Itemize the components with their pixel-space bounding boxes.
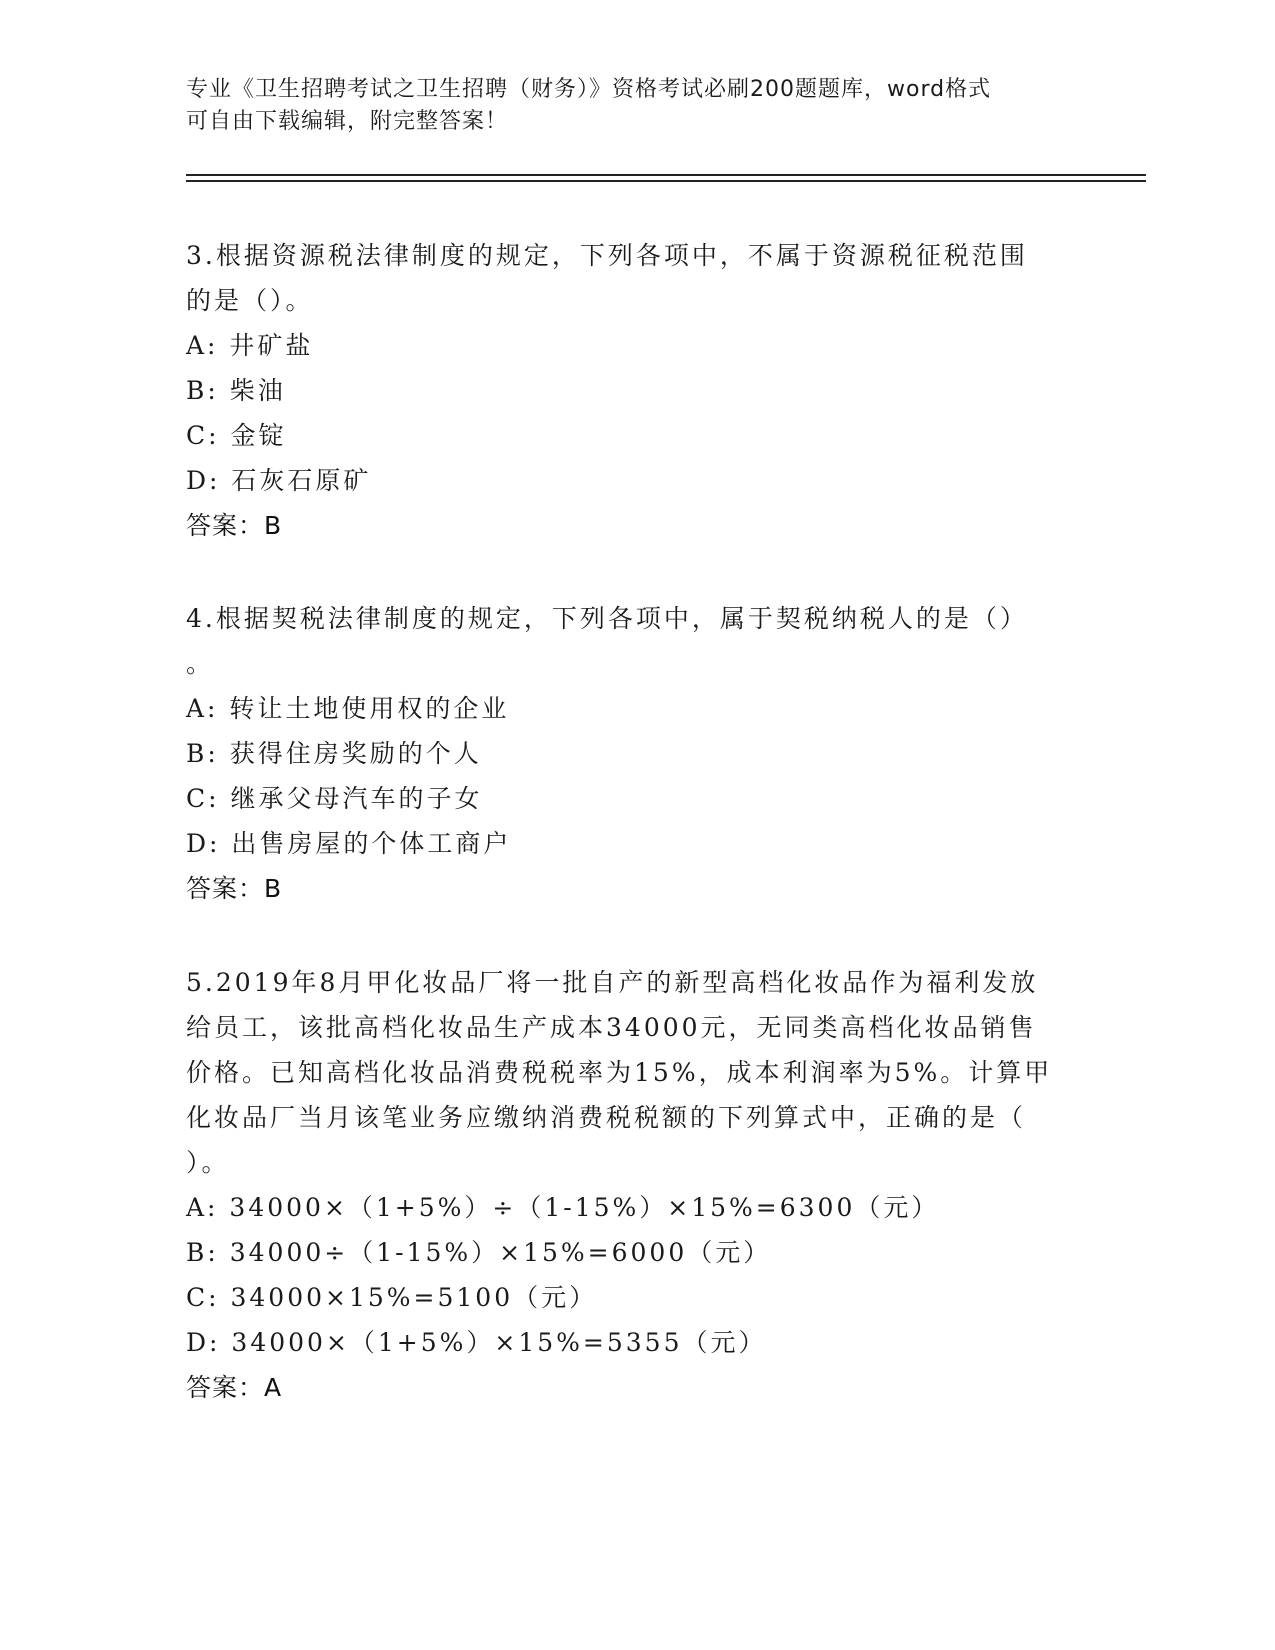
question-4 xyxy=(186,596,1066,911)
answer-line: 答案：B xyxy=(186,874,283,903)
header-divider-bottom xyxy=(186,180,1146,182)
option-b: B: 柴油 xyxy=(186,376,286,405)
answer-line: 答案：B xyxy=(186,511,283,540)
question-stem-line: 的是（）。 xyxy=(186,286,314,315)
question-5 xyxy=(186,960,1066,1410)
document-header xyxy=(186,74,1066,138)
question-stem-line: ）。 xyxy=(186,1148,230,1177)
header-divider-top xyxy=(186,174,1146,176)
question-stem-line: 4.根据契税法律制度的规定，下列各项中，属于契税纳税人的是（） xyxy=(186,604,1028,633)
option-a: A: 井矿盐 xyxy=(186,331,314,360)
question-stem-line: 化妆品厂当月该笔业务应缴纳消费税税额的下列算式中，正确的是（ xyxy=(186,1103,1027,1132)
question-stem-line: 价格。已知高档化妆品消费税税率为15%，成本利润率为5%。计算甲 xyxy=(186,1058,1053,1087)
question-stem-line: 3.根据资源税法律制度的规定，下列各项中，不属于资源税征税范围 xyxy=(186,241,1028,270)
option-d: D: 石灰石原矿 xyxy=(186,466,372,495)
answer-line: 答案：A xyxy=(186,1373,283,1402)
question-stem-line: 给员工，该批高档化妆品生产成本34000元，无同类高档化妆品销售 xyxy=(186,1013,1037,1042)
question-3 xyxy=(186,233,1066,548)
option-a: A: 转让土地使用权的企业 xyxy=(186,694,510,723)
option-b: B: 34000÷（1-15%）×15%=6000（元） xyxy=(186,1238,772,1267)
question-stem-line: 5.2019年8月甲化妆品厂将一批自产的新型高档化妆品作为福利发放 xyxy=(186,968,1039,997)
option-d: D: 34000×（1+5%）×15%=5355（元） xyxy=(186,1328,767,1357)
option-c: C: 34000×15%=5100（元） xyxy=(186,1283,598,1312)
option-c: C: 金锭 xyxy=(186,421,287,450)
option-d: D: 出售房屋的个体工商户 xyxy=(186,829,512,858)
option-a: A: 34000×（1+5%）÷（1-15%）×15%=6300（元） xyxy=(186,1193,940,1222)
option-b: B: 获得住房奖励的个人 xyxy=(186,739,482,768)
header-line-2: 可自由下载编辑，附完整答案！ xyxy=(186,109,509,134)
option-c: C: 继承父母汽车的子女 xyxy=(186,784,483,813)
header-line-1: 专业《卫生招聘考试之卫生招聘（财务）》资格考试必刷200题题库，word格式 xyxy=(186,77,992,102)
question-stem-line: 。 xyxy=(186,649,215,678)
